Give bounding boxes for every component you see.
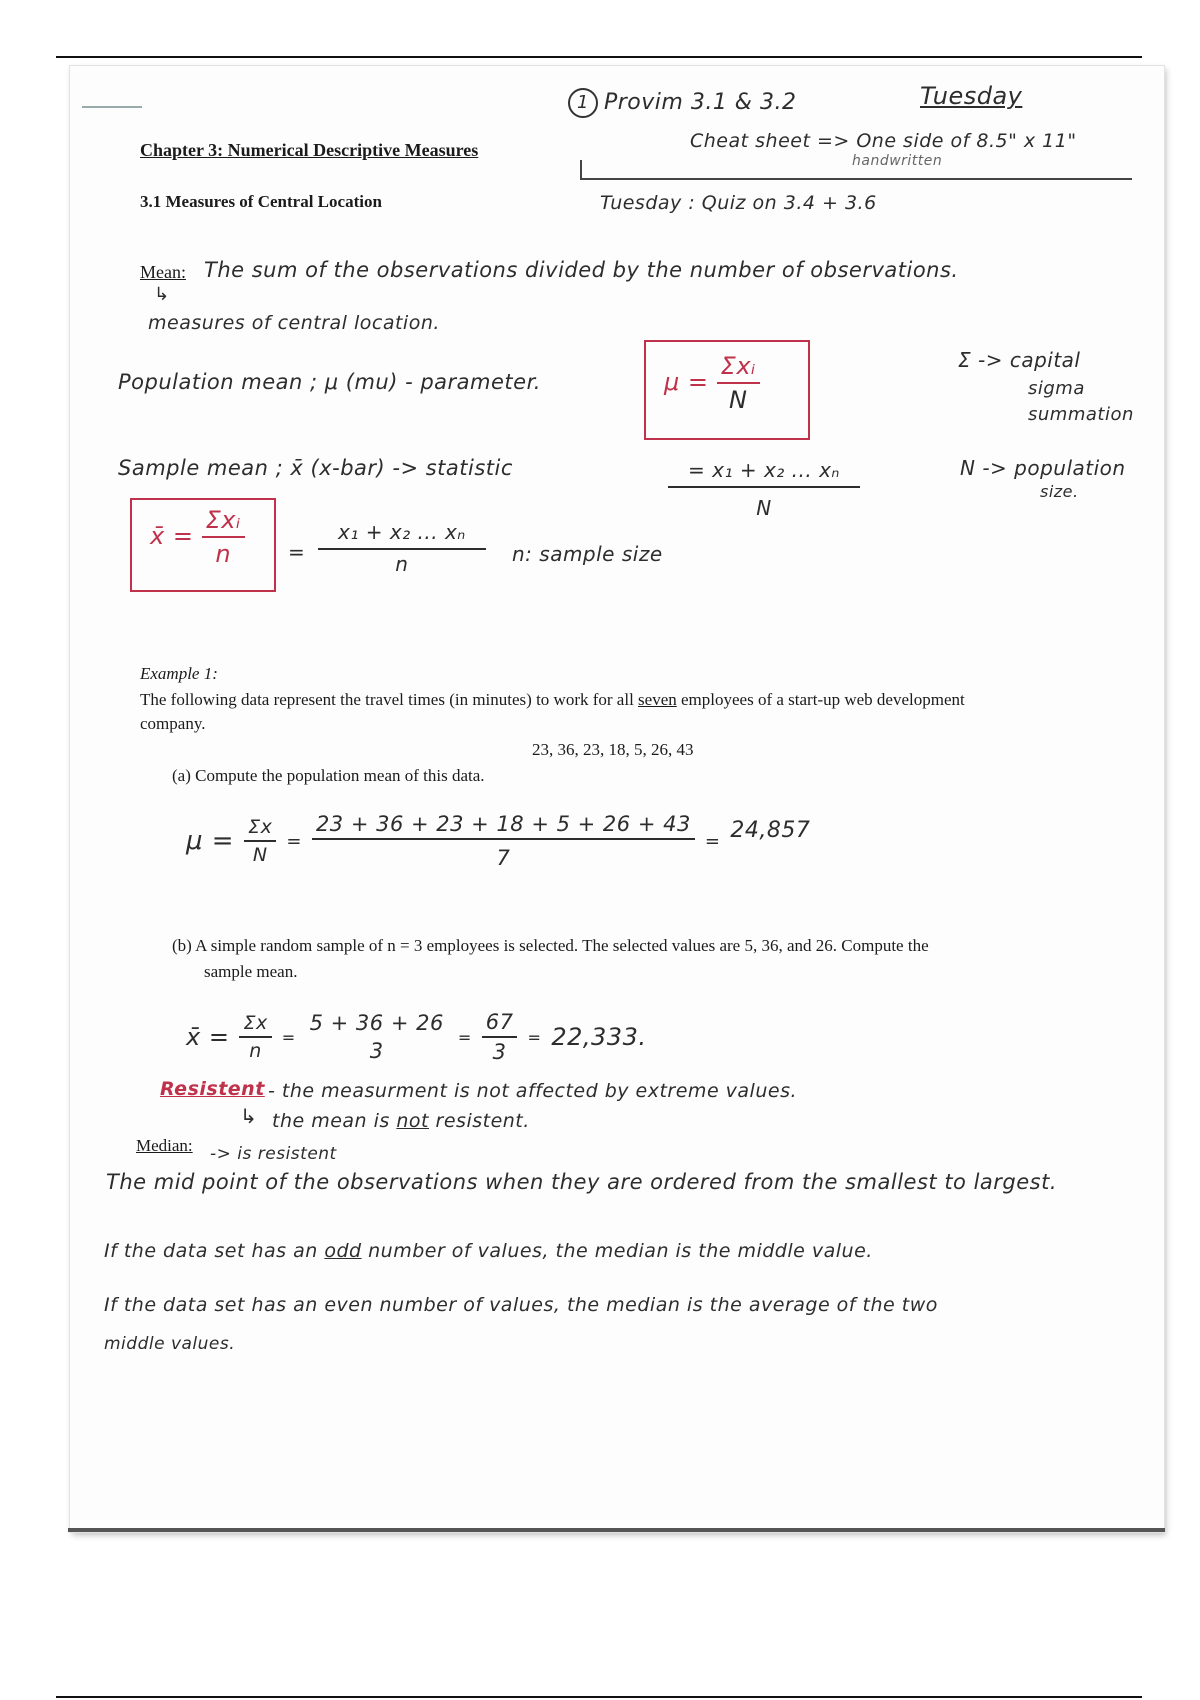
- sigma-note-1: Σ -> capital: [958, 348, 1081, 372]
- median-even-rule-line2: middle values.: [104, 1334, 236, 1354]
- part-b-prompt-line2: sample mean.: [204, 962, 298, 981]
- part-b-sum-den: 3: [369, 1039, 384, 1063]
- median-odd-pre: If the data set has an: [104, 1240, 325, 1262]
- mean-note: measures of central location.: [148, 312, 440, 334]
- part-a-frac-den: N: [252, 844, 268, 866]
- population-expanded-num: = x₁ + x₂ ... xₙ: [668, 458, 860, 488]
- sample-formula-num: Σxᵢ: [202, 506, 245, 538]
- resistent-mean-pre: the mean is: [272, 1110, 397, 1132]
- example1-text-before: The following data represent the travel times (in minutes) to work for all: [140, 690, 639, 709]
- part-b-sum-fraction: [306, 1011, 448, 1063]
- part-b-res-num: 67: [482, 1010, 518, 1038]
- part-b-result: 22,333.: [551, 1023, 647, 1051]
- part-b-sum-num: 5 + 36 + 26: [309, 1011, 444, 1035]
- part-b-prompt-line1: (b) A simple random sample of n = 3 employees is selected. The selected values are 5, 36, and 26. Compute the: [172, 936, 929, 955]
- part-a-work: [186, 812, 810, 870]
- part-a-prompt: (a) Compute the population mean of this data.: [172, 766, 485, 785]
- resistent-mean-note: [272, 1110, 530, 1132]
- population-formula-num: Σxᵢ: [717, 352, 760, 384]
- part-a-frac-num: Σx: [244, 816, 276, 842]
- part-a-eq2: =: [704, 830, 721, 852]
- section-title: 3.1 Measures of Central Location: [140, 192, 382, 211]
- top-rule: [56, 56, 1142, 58]
- part-b-frac-den: n: [249, 1040, 262, 1062]
- part-b-eq1: =: [281, 1027, 296, 1047]
- sample-expanded-den: n: [395, 552, 409, 576]
- bottom-rule: [56, 1696, 1142, 1698]
- median-odd-word: odd: [324, 1240, 362, 1262]
- handwritten-note: handwritten: [852, 153, 943, 169]
- mean-label: Mean:: [140, 262, 186, 282]
- sample-formula-den: n: [215, 540, 232, 568]
- sigma-note-2: sigma: [1028, 378, 1085, 399]
- chapter-title: Chapter 3: Numerical Descriptive Measures: [140, 140, 479, 160]
- n-population-note-1: N -> population: [960, 456, 1126, 480]
- example1-text-after: employees of a start-up web development: [676, 690, 965, 709]
- population-expanded-fraction: [668, 458, 860, 520]
- sample-expanded-fraction: [318, 520, 486, 576]
- part-a-lhs: μ =: [186, 826, 235, 856]
- part-b-fraction: [239, 1012, 271, 1062]
- n-population-note-2: size.: [1040, 482, 1079, 501]
- bracket-tick: [580, 160, 582, 180]
- sample-size-note: n: sample size: [512, 542, 663, 566]
- median-odd-post: number of values, the median is the middle value.: [361, 1240, 873, 1262]
- part-b-res-den: 3: [492, 1040, 507, 1064]
- page-edge: [68, 1528, 1165, 1532]
- part-a-sum-fraction: [312, 812, 695, 870]
- median-definition: The mid point of the observations when they are ordered from the smallest to largest.: [106, 1170, 1058, 1194]
- example1-heading: Example 1:: [140, 664, 218, 683]
- example1-text: [140, 690, 965, 710]
- mean-arrow: ↳: [154, 284, 170, 305]
- part-b-lhs: x̄ =: [186, 1023, 230, 1051]
- population-formula-lhs: μ =: [664, 368, 709, 396]
- part-a-sum-num: 23 + 36 + 23 + 18 + 5 + 26 + 43: [312, 812, 695, 840]
- resistent-mean-post: resistent.: [429, 1110, 530, 1132]
- sample-expanded: [318, 520, 486, 576]
- margin-mark: [82, 106, 142, 108]
- proving-circle: 1: [568, 88, 598, 118]
- population-mean-text: Population mean ; μ (mu) - parameter.: [118, 370, 541, 394]
- part-a-eq1: =: [286, 830, 302, 852]
- part-a-sum-den: 7: [496, 846, 511, 870]
- part-b-frac-num: Σx: [239, 1012, 271, 1038]
- sample-expanded-num: x₁ + x₂ ... xₙ: [318, 520, 486, 550]
- sample-formula-fraction: [202, 506, 245, 568]
- cheat-sheet-note: Cheat sheet => One side of 8.5" x 11": [690, 130, 1077, 152]
- median-odd-rule: [104, 1240, 873, 1262]
- median-even-rule-line1: If the data set has an even number of values, the median is the average of the two: [104, 1294, 938, 1316]
- sample-formula: [150, 506, 245, 568]
- median-note: -> is resistent: [210, 1144, 337, 1164]
- sigma-note-3: summation: [1028, 404, 1134, 425]
- part-b-eq2: =: [457, 1027, 472, 1047]
- example1-data: 23, 36, 23, 18, 5, 26, 43: [532, 740, 694, 759]
- part-b-res-fraction: [482, 1010, 518, 1064]
- population-formula-den: N: [729, 386, 748, 414]
- mean-definition: The sum of the observations divided by the number of observations.: [204, 258, 959, 282]
- sample-equals: =: [288, 540, 306, 564]
- bracket-line: [580, 178, 1132, 180]
- sample-mean-text: Sample mean ; x̄ (x-bar) -> statistic: [118, 456, 513, 480]
- population-expanded: [668, 458, 860, 520]
- part-b-work: [186, 1010, 646, 1064]
- quiz-note: Tuesday : Quiz on 3.4 + 3.6: [600, 192, 877, 214]
- proving-note: Provim 3.1 & 3.2: [604, 90, 797, 115]
- part-a-result: 24,857: [730, 817, 811, 843]
- resistent-arrow: ↳: [240, 1104, 258, 1128]
- part-b-eq3: =: [527, 1027, 542, 1047]
- part-a-fraction: [244, 816, 276, 866]
- population-formula: [664, 352, 760, 414]
- resistent-label: Resistent: [160, 1078, 265, 1100]
- population-expanded-den: N: [756, 496, 772, 520]
- resistent-definition: - the measurment is not affected by extreme values.: [268, 1080, 798, 1102]
- sample-formula-lhs: x̄ =: [150, 522, 194, 550]
- population-formula-fraction: [717, 352, 760, 414]
- median-label: Median:: [136, 1136, 193, 1155]
- tuesday-note: Tuesday: [920, 82, 1023, 110]
- example1-text-line2: company.: [140, 714, 206, 733]
- example1-underlined: seven: [638, 690, 677, 709]
- resistent-mean-not: not: [396, 1110, 429, 1132]
